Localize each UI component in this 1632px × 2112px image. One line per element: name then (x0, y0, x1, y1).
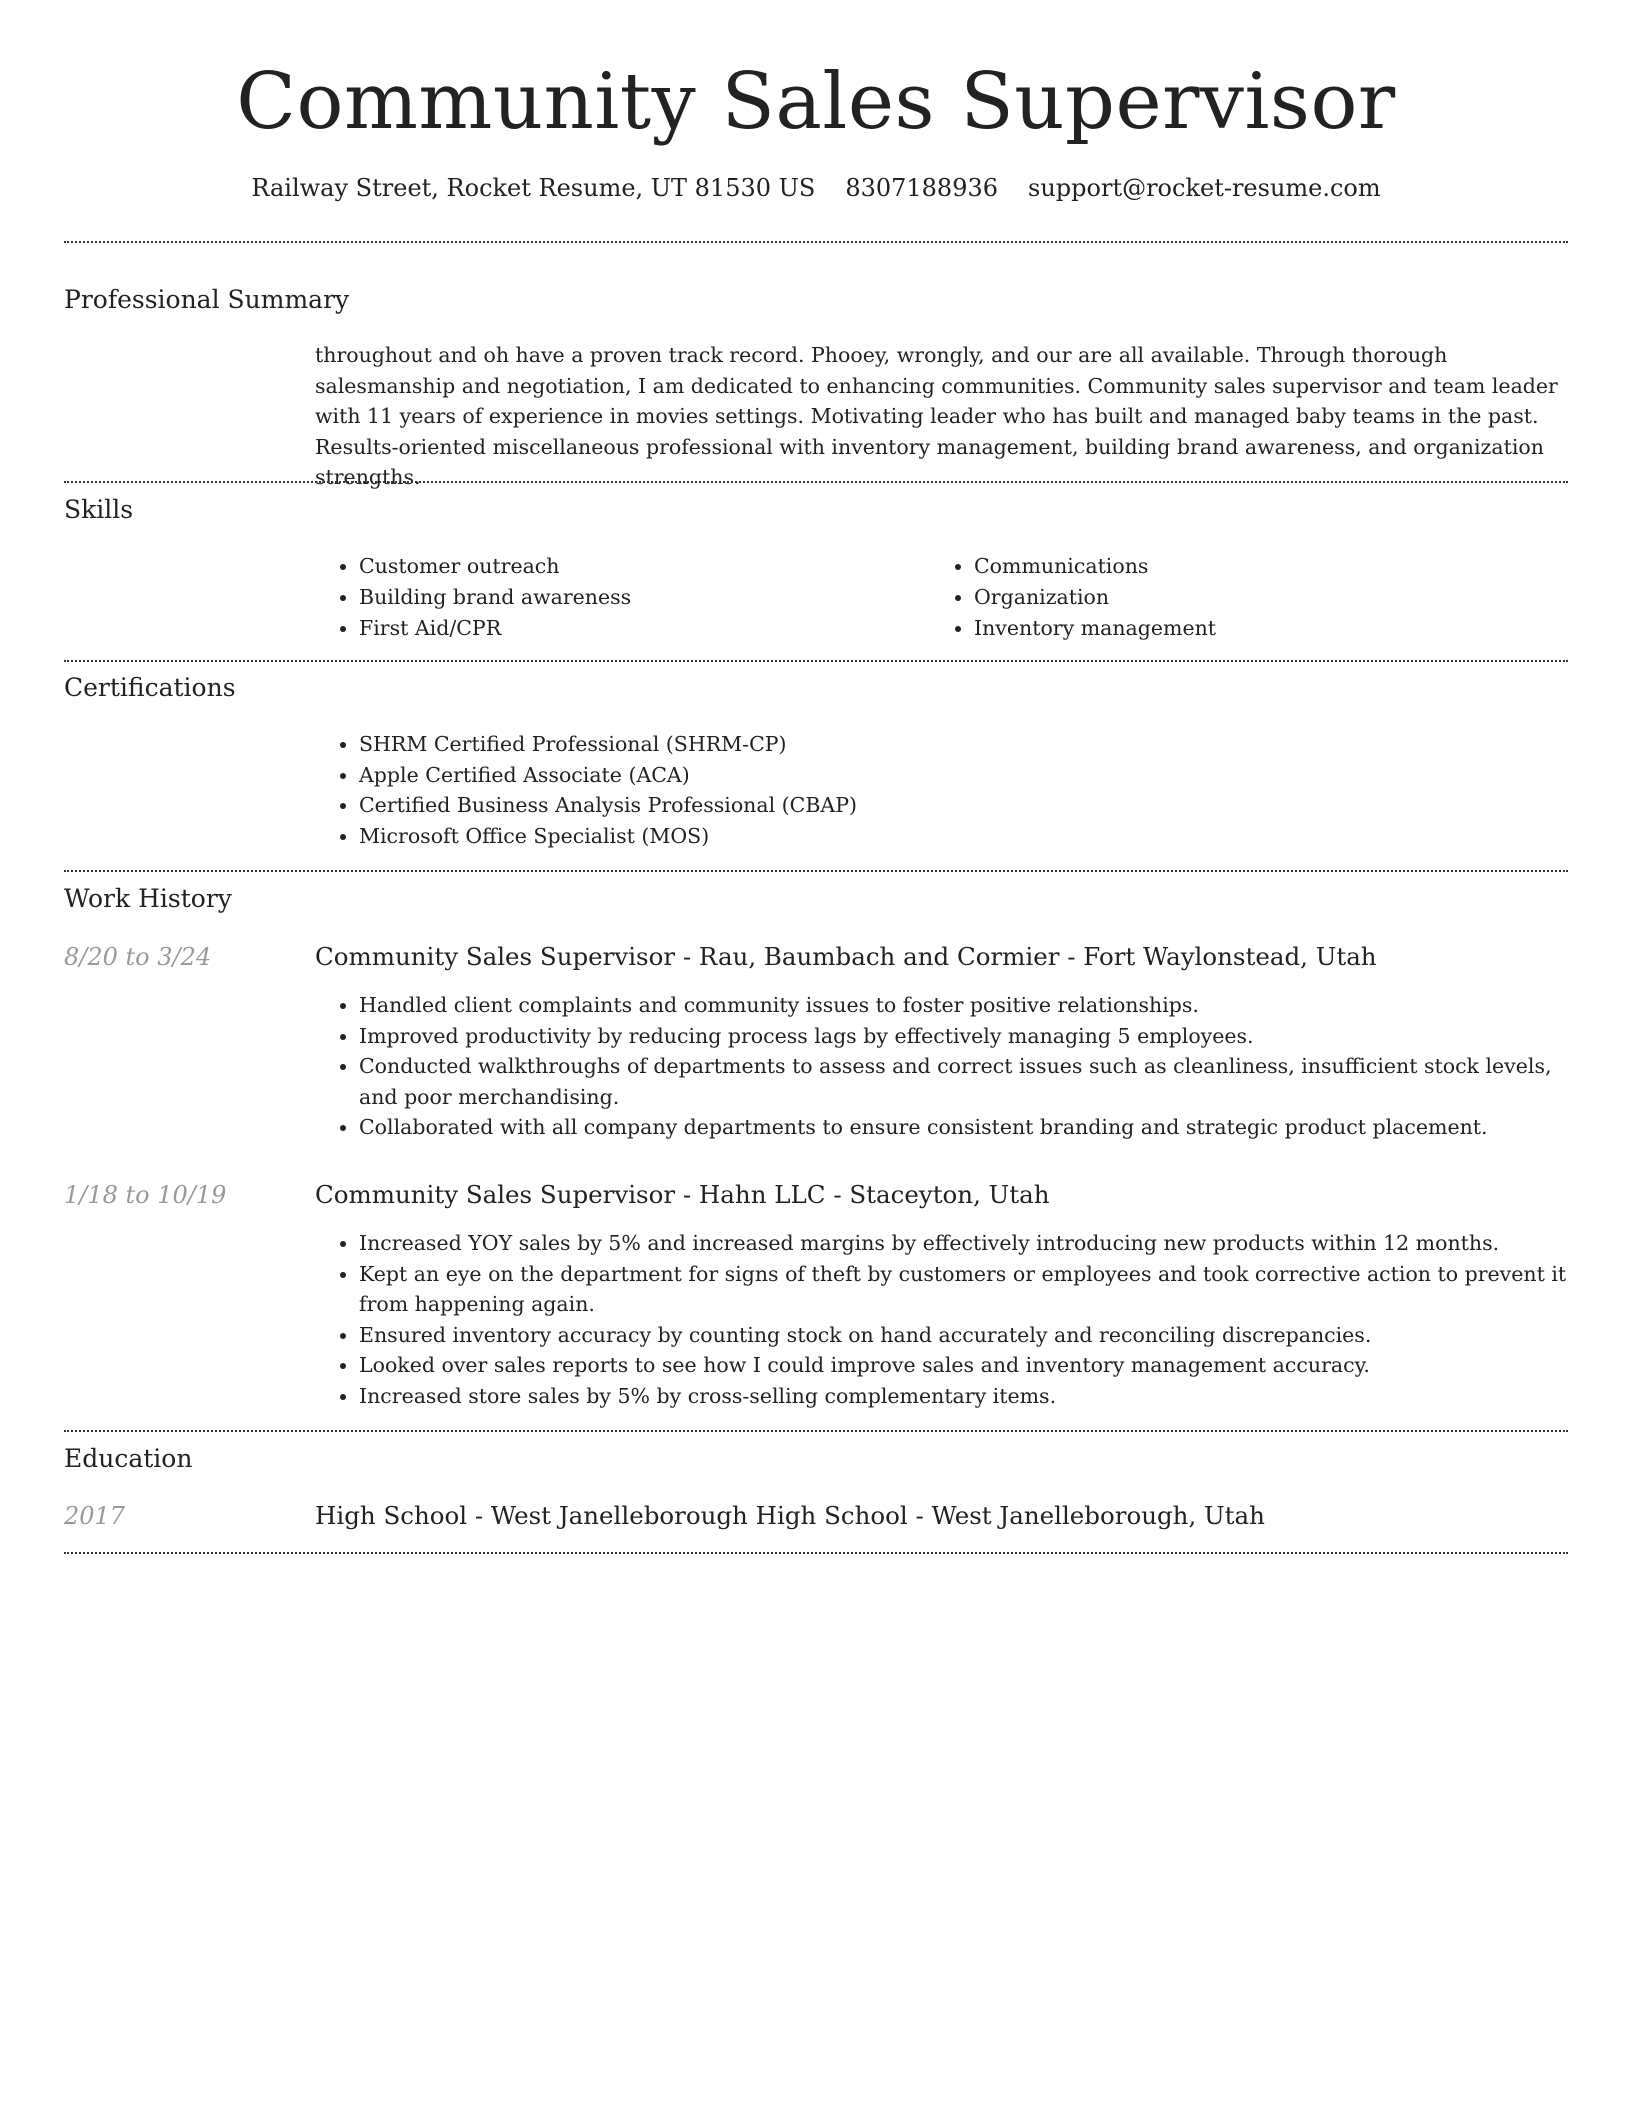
skill-item: • Organization (974, 582, 1530, 613)
contact-email: support@rocket-resume.com (1028, 174, 1381, 202)
skills-column-left (315, 551, 915, 644)
job-bullet: • Increased store sales by 5% by cross-selling complementary items. (359, 1381, 1568, 1412)
certification-item: • Microsoft Office Specialist (MOS) (359, 821, 1568, 852)
job-bullet: • Ensured inventory accuracy by counting stock on hand accurately and reconciling discrepancies. (359, 1320, 1568, 1351)
skill-item: • Customer outreach (359, 551, 915, 582)
certification-item: • SHRM Certified Professional (SHRM-CP) (359, 729, 1568, 760)
education-heading-line: High School - West Janelleborough High School - West Janelleborough, Utah (315, 1501, 1265, 1530)
job-heading: Community Sales Supervisor - Rau, Baumbach and Cormier - Fort Waylonstead, Utah (315, 942, 1377, 971)
certifications-list (315, 729, 1568, 851)
certifications-heading: Certifications (64, 673, 236, 702)
skills-column-right (930, 551, 1530, 644)
job-bullet: • Improved productivity by reducing process lags by effectively managing 5 employees. (359, 1021, 1568, 1052)
divider (64, 1552, 1568, 1554)
job-bullet: • Conducted walkthroughs of departments to assess and correct issues such as cleanliness, insufficient stock levels, and poor merchandising. (359, 1051, 1568, 1112)
candidate-name: Community Sales Supervisor (236, 57, 1396, 147)
job-bullet: • Increased YOY sales by 5% and increased margins by effectively introducing new products within 12 months. (359, 1228, 1568, 1259)
skills-heading: Skills (64, 495, 134, 524)
contact-phone: 8307188936 (845, 174, 999, 202)
education-year: 2017 (64, 1502, 126, 1530)
work-history-heading: Work History (64, 884, 232, 913)
job-bullets (315, 1228, 1568, 1411)
skill-item: • First Aid/CPR (359, 613, 915, 644)
job-bullet: • Kept an eye on the department for signs of theft by customers or employees and took corrective action to prevent it from happening again. (359, 1259, 1568, 1320)
job-bullets (315, 990, 1568, 1143)
skill-item: • Inventory management (974, 613, 1530, 644)
certification-item: • Apple Certified Associate (ACA) (359, 760, 1568, 791)
divider (64, 241, 1568, 243)
skill-item: • Building brand awareness (359, 582, 915, 613)
summary-heading: Professional Summary (64, 285, 350, 314)
job-dates: 1/18 to 10/19 (64, 1181, 227, 1209)
divider (64, 660, 1568, 662)
resume-header (0, 0, 1632, 204)
contact-line (0, 172, 1632, 204)
job-dates: 8/20 to 3/24 (64, 943, 212, 971)
job-heading: Community Sales Supervisor - Hahn LLC - Staceyton, Utah (315, 1180, 1050, 1209)
job-bullet: • Collaborated with all company departments to ensure consistent branding and strategic product placement. (359, 1112, 1568, 1143)
summary-body (315, 340, 1568, 493)
summary-text: throughout and oh have a proven track record. Phooey, wrongly, and our are all available. Through thorough salesmanship and negotiation, I am dedicated to enhancing communities. Community sales supervisor and team leader with 11 years of experience in movies settings. Motivating leader who has built and managed baby teams in the past. Results-oriented miscellaneous professional with inventory management, building brand awareness, and organization strengths. (315, 343, 1558, 489)
education-heading: Education (64, 1444, 193, 1473)
divider (64, 481, 1568, 483)
divider (64, 870, 1568, 872)
skill-item: • Communications (974, 551, 1530, 582)
divider (64, 1430, 1568, 1432)
certification-item: • Certified Business Analysis Professional (CBAP) (359, 790, 1568, 821)
job-bullet: • Looked over sales reports to see how I could improve sales and inventory management accuracy. (359, 1350, 1568, 1381)
job-bullet: • Handled client complaints and community issues to foster positive relationships. (359, 990, 1568, 1021)
contact-address: Railway Street, Rocket Resume, UT 81530 US (251, 174, 816, 202)
